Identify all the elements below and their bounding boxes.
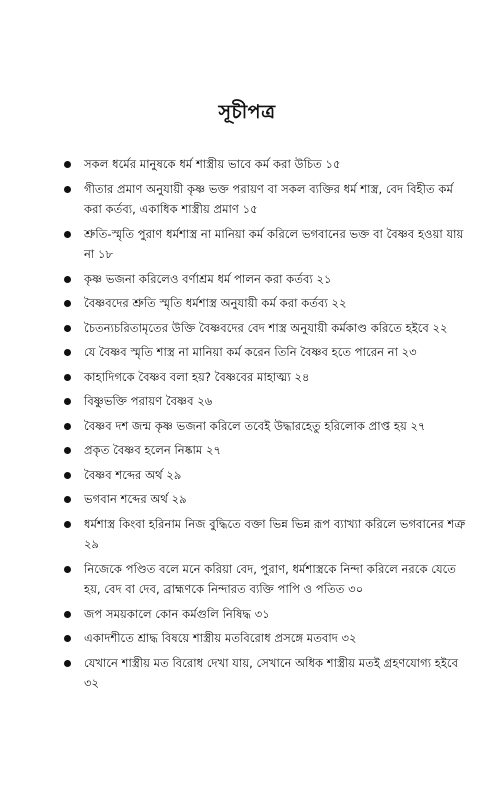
toc-entry — [62, 465, 472, 486]
toc-entry — [62, 440, 472, 461]
bullet-icon — [64, 472, 71, 479]
bullet-icon — [64, 635, 71, 642]
toc-entry-text: বৈষ্ণব শব্দের অর্থ ২৯ — [84, 467, 182, 482]
toc-entry — [62, 224, 472, 265]
bullet-icon — [64, 447, 71, 454]
toc-entry-text: একাদশীতে শ্রাদ্ধ বিষয়ে শাস্ত্রীয় মতবিরোধ প্রসঙ্গে মতবাদ ৩২ — [84, 631, 357, 645]
bullet-icon — [64, 161, 71, 168]
toc-entry-text: প্রকৃত বৈষ্ণব হলেন নিষ্কাম ২৭ — [84, 443, 222, 457]
bullet-icon — [64, 186, 71, 193]
toc-entry-text: যে বৈষ্ণব স্মৃতি শাস্ত্র না মানিয়া কর্ম করেন তিনি বৈষ্ণব হতে পারেন না ২৩ — [84, 345, 417, 359]
page-title: সূচীপত্র — [218, 101, 276, 123]
toc-entry-text: যেখানে শাস্ত্রীয় মত বিরোধ দেখা যায়, সেখানে অধিক শাস্ত্রীয় মতই গ্রহণযোগ্য হইবে ৩২ — [84, 655, 459, 690]
toc-entry — [62, 293, 472, 314]
bullet-icon — [64, 660, 71, 667]
toc-entry-text: ধর্মশাস্ত্র কিংবা হরিনাম নিজ বুদ্ধিতে বক্তা ভিন্ন ভিন্ন রূপ ব্যাখ্যা করিলে ভগবানের শত্রু ২৯ — [84, 516, 466, 551]
toc-entry-text: সকল ধর্মের মানুষকে ধর্ম শাস্ত্রীয় ভাবে কর্ম করা উচিত ১৫ — [84, 157, 341, 171]
toc-entry — [62, 628, 472, 649]
toc-entry-text: বৈষ্ণবদের শ্রুতি স্মৃতি ধর্মশাস্ত্র অনুযায়ী কর্ম করা কর্তব্য ২২ — [84, 296, 347, 310]
toc-entry — [62, 489, 472, 510]
table-of-contents — [62, 154, 472, 698]
bullet-icon — [64, 300, 71, 307]
bullet-icon — [64, 276, 71, 283]
toc-entry-text: চৈতন্যচরিতামৃতের উক্তি বৈষ্ণবদের বেদ শাস্ত্র অনুযায়ী কর্মকাণ্ড করিতে হইবে ২২ — [84, 320, 448, 335]
bullet-icon — [64, 325, 71, 332]
bullet-icon — [64, 374, 71, 381]
toc-entry — [62, 653, 472, 694]
toc-entry — [62, 269, 472, 290]
toc-entry-text: কৃষ্ণ ভজনা করিলেও বর্ণাশ্রম ধর্ম পালন করা কর্তব্য ২১ — [84, 271, 332, 286]
toc-entry-text: বৈষ্ণব দশ জন্ম কৃষ্ণ ভজনা করিলে তবেই উদ্ধারহেতু হরিলোক প্রাপ্ত হয় ২৭ — [84, 418, 426, 433]
toc-entry — [62, 416, 472, 437]
toc-entry-text: নিজেকে পণ্ডিত বলে মনে করিয়া বেদ, পুরাণ, ধর্মশাস্ত্রকে নিন্দা করিলে নরকে যেতে হয়, বেদ বা দেব, ব্রাহ্মণকে নিন্দারত ব্যক্তি পাপি ও পতিত ৩০ — [84, 561, 457, 596]
toc-entry — [62, 342, 472, 363]
bullet-icon — [64, 231, 71, 238]
bullet-icon — [64, 566, 71, 573]
toc-entry — [62, 514, 472, 555]
bullet-icon — [64, 611, 71, 618]
toc-entry — [62, 367, 472, 388]
toc-entry — [62, 179, 472, 220]
bullet-icon — [64, 423, 71, 430]
toc-entry-text: গীতার প্রমাণ অনুযায়ী কৃষ্ণ ভক্ত পরায়ণ বা সকল ব্যক্তির ধর্ম শাস্ত্র, বেদ বিহীত কর্ম করা কর্তব্য, একাধিক শাস্ত্রীয় প্রমাণ ১৫ — [84, 181, 453, 216]
toc-entry — [62, 318, 472, 339]
bullet-icon — [64, 398, 71, 405]
bullet-icon — [64, 521, 71, 528]
toc-entry-text: শ্রুতি-স্মৃতি পুরাণ ধর্মশাস্ত্র না মানিয়া কর্ম করিলে ভগবানের ভক্ত বা বৈষ্ণব হওয়া যায় না ১৮ — [84, 226, 464, 261]
bullet-icon — [64, 349, 71, 356]
toc-entry-text: কাহাদিগকে বৈষ্ণব বলা হয়? বৈষ্ণবের মাহাত্ম্য ২৪ — [84, 369, 310, 384]
bullet-icon — [64, 496, 71, 503]
toc-entry — [62, 604, 472, 625]
toc-entry-text: জপ সময়কালে কোন কর্মগুলি নিষিদ্ধ ৩১ — [84, 606, 270, 621]
toc-entry-text: ভগবান শব্দের অর্থ ২৯ — [84, 492, 187, 506]
toc-entry — [62, 154, 472, 175]
toc-entry-text: বিষ্ণুভক্তি পরায়ণ বৈষ্ণব ২৬ — [84, 394, 213, 408]
toc-entry — [62, 559, 472, 600]
toc-entry — [62, 391, 472, 412]
